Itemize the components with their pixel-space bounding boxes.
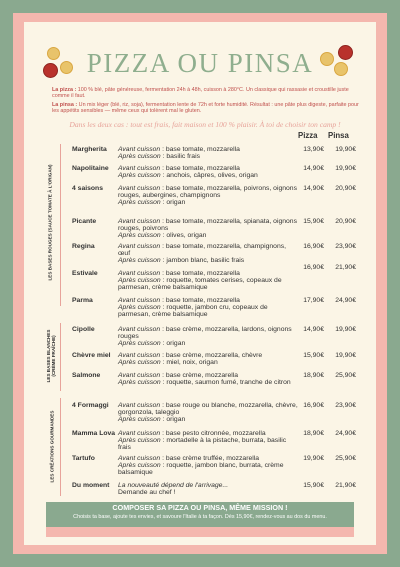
- section-label: LES CRÉATIONS GOURMANDES: [49, 410, 55, 483]
- before-label: Avant cuisson: [118, 455, 161, 462]
- price-pizza: 18,90€: [303, 372, 324, 379]
- intro-pizza-label: La pizza :: [52, 87, 77, 93]
- menu-item-before: [118, 185, 298, 199]
- menu-item-before: [118, 402, 298, 416]
- intro-pinsa-label: La pinsa :: [52, 102, 78, 108]
- before-text: : base tomate, mozzarella, poivrons, oignons rouges, aubergines, champignons: [118, 185, 297, 199]
- after-text: : roquette, jambon cru, copeaux de parmesan, crème balsamique: [118, 304, 268, 318]
- after-label: Après cuisson: [118, 340, 161, 347]
- menu-item-name: Chèvre miel: [72, 352, 111, 359]
- intro-pinsa: [52, 102, 362, 115]
- menu-item-name: Du moment: [72, 482, 110, 489]
- price-pinsa: 19,90€: [335, 326, 356, 333]
- menu-item-description: [118, 402, 298, 423]
- menu-item-description: [118, 165, 298, 179]
- before-label: Avant cuisson: [118, 430, 161, 437]
- after-label: Après cuisson: [118, 153, 161, 160]
- price-pizza: 16,90€: [303, 243, 324, 250]
- price-pizza: 17,90€: [303, 297, 324, 304]
- menu-item-after: [118, 172, 298, 179]
- before-text: : base tomate, mozzarella: [160, 146, 240, 153]
- after-label: Après cuisson: [118, 199, 161, 206]
- menu-item-description: [118, 430, 298, 451]
- menu-item-description: [118, 455, 298, 476]
- after-label: Après cuisson: [118, 257, 161, 264]
- menu-item-before: [118, 326, 298, 340]
- price-pizza: 15,90€: [303, 218, 324, 225]
- before-text: : base tomate, mozzarella: [160, 297, 240, 304]
- before-label: Avant cuisson: [118, 218, 161, 225]
- section-white-bases: [48, 323, 56, 391]
- menu-item-after: [118, 437, 298, 451]
- after-text: : origan: [160, 340, 186, 347]
- menu-item-description: [118, 218, 298, 239]
- after-label: Après cuisson: [118, 437, 161, 444]
- price-pinsa: 20,90€: [335, 218, 356, 225]
- after-text: : jambon blanc, basilic frais: [160, 257, 245, 264]
- price-pizza: 16,90€: [303, 264, 324, 271]
- after-text: : mortadelle à la pistache, burrata, basilic frais: [118, 437, 287, 451]
- section-red-bases: [48, 144, 56, 306]
- price-pizza: 13,90€: [303, 146, 324, 153]
- before-text: : base crème truffée, mozzarella: [160, 455, 260, 462]
- before-label: Avant cuisson: [118, 372, 161, 379]
- price-pinsa: 20,90€: [335, 185, 356, 192]
- menu-item-after: [118, 153, 298, 160]
- before-text: : base pesto citronnée, mozzarella: [160, 430, 266, 437]
- price-pizza: 15,90€: [303, 352, 324, 359]
- menu-item-description: [118, 352, 298, 366]
- menu-item-after: [118, 304, 298, 318]
- before-label: Avant cuisson: [118, 243, 161, 250]
- before-label: Avant cuisson: [118, 165, 161, 172]
- menu-item-after: [118, 359, 298, 366]
- menu-item-after: [118, 257, 298, 264]
- menu-item-before: [118, 455, 298, 462]
- menu-item-before: [118, 372, 298, 379]
- price-pinsa: 24,90€: [335, 430, 356, 437]
- menu-item-after: [118, 379, 298, 386]
- price-pinsa: 25,90€: [335, 372, 356, 379]
- after-label: Après cuisson: [118, 277, 161, 284]
- after-text: : anchois, câpres, olives, origan: [160, 172, 258, 179]
- menu-item-after: [118, 277, 298, 291]
- intro-pizza-text: 100 % blé, pâte généreuse, fermentation 24h à 48h, cuisson à 280°C. Un classique qui rassasie et croustille juste comme il faut.: [52, 87, 349, 100]
- menu-item-description: [118, 185, 298, 206]
- menu-item-before: [118, 218, 298, 232]
- price-pinsa: 23,90€: [335, 243, 356, 250]
- menu-item-name: Tartufo: [72, 455, 95, 462]
- before-text: : base crème, mozzarella, lardons, oignons rouges: [118, 326, 292, 340]
- menu-item-before: [118, 243, 298, 257]
- menu-item-before: [118, 297, 298, 304]
- column-header-pizza: Pizza: [298, 131, 318, 140]
- menu-item-name: Salmone: [72, 372, 101, 379]
- section-divider-line: [60, 323, 61, 391]
- after-text: : origan: [160, 199, 186, 206]
- intro-pinsa-text: Un mix léger (blé, riz, soja), fermentation lente de 72h et forte humidité. Résultat : une pâte plus digeste, parfaite pour les appétits sensibles — même ceux qui tolèrent mal le gluten.: [52, 102, 359, 115]
- menu-item-description: [118, 243, 298, 264]
- price-pizza: 18,90€: [303, 430, 324, 437]
- before-label: Avant cuisson: [118, 352, 161, 359]
- before-label: Avant cuisson: [118, 270, 161, 277]
- column-header-pinsa: Pinsa: [328, 131, 349, 140]
- before-label: Avant cuisson: [118, 297, 161, 304]
- price-pizza: 14,90€: [303, 185, 324, 192]
- menu-item-name: Parma: [72, 297, 93, 304]
- after-text: : olives, origan: [160, 232, 207, 239]
- tagline: Dans les deux cas : tout est frais, fait maison et 100 % plaisir. À toi de choisir ton camp !: [69, 120, 341, 129]
- page-title: PIZZA OU PINSA: [86, 48, 314, 78]
- section-divider-line: [60, 144, 61, 306]
- menu-item-description: [118, 297, 298, 318]
- price-pizza: 14,90€: [303, 326, 324, 333]
- price-pizza: 16,90€: [303, 402, 324, 409]
- menu-item-name: Mamma Lova: [72, 430, 116, 437]
- menu-item-name: Napolitaine: [72, 165, 109, 172]
- after-label: Après cuisson: [118, 172, 161, 179]
- before-text: : base tomate, mozzarella: [160, 270, 240, 277]
- menu-item-name: Margherita: [72, 146, 107, 153]
- before-text: : base crème, mozzarella: [160, 372, 239, 379]
- section-label: LES BASES BLANCHES (CRÈME FRAÎCHE): [46, 329, 56, 383]
- menu-item-after: [118, 416, 298, 423]
- menu-item-before: [118, 352, 298, 359]
- menu-item-name: Picante: [72, 218, 97, 225]
- before-label: La nouveauté dépend de l'arrivage...: [118, 482, 229, 489]
- footer-title: COMPOSER SA PIZZA OU PINSA, MÊME MISSION !: [112, 503, 288, 512]
- price-pizza: 15,90€: [303, 482, 324, 489]
- menu-item-before: [118, 146, 298, 153]
- price-pinsa: 19,90€: [335, 352, 356, 359]
- menu-item-after: [118, 199, 298, 206]
- after-text: : roquette, jambon blanc, burrata, crème balsamique: [118, 462, 284, 476]
- menu-item-after: [118, 462, 298, 476]
- section-creations: [48, 398, 56, 496]
- menu-item-after: [118, 489, 298, 496]
- before-text: : base rouge ou blanche, mozzarella, chèvre, gorgonzola, taleggio: [118, 402, 298, 416]
- price-pinsa: 19,90€: [335, 165, 356, 172]
- price-pinsa: 21,90€: [335, 482, 356, 489]
- price-pizza: 14,90€: [303, 165, 324, 172]
- footer-bottom-bar: [46, 527, 354, 537]
- after-label: Après cuisson: [118, 232, 161, 239]
- footer-banner: [46, 502, 354, 527]
- menu-item-after: [118, 340, 298, 347]
- menu-item-before: [118, 270, 298, 277]
- menu-item-description: [118, 146, 298, 160]
- menu-item-description: [118, 482, 298, 496]
- menu-item-before: [118, 165, 298, 172]
- after-text: Demande au chef !: [118, 489, 176, 496]
- before-text: : base tomate, mozzarella: [160, 165, 240, 172]
- before-label: Avant cuisson: [118, 326, 161, 333]
- intro-pizza: [52, 87, 362, 100]
- section-divider-line: [60, 398, 61, 496]
- price-pinsa: 21,90€: [335, 264, 356, 271]
- before-text: : base tomate, mozzarella, champignons, œuf: [118, 243, 287, 257]
- menu-item-before: [118, 482, 298, 489]
- before-label: Avant cuisson: [118, 146, 161, 153]
- price-pinsa: 23,90€: [335, 402, 356, 409]
- after-label: Après cuisson: [118, 359, 161, 366]
- before-text: : base tomate, mozzarella, spianata, oignons rouges, poivrons: [118, 218, 297, 232]
- menu-item-name: Cipolle: [72, 326, 95, 333]
- after-label: Après cuisson: [118, 462, 161, 469]
- after-text: : miel, noix, origan: [160, 359, 218, 366]
- menu-item-description: [118, 270, 298, 291]
- menu-item-name: Regina: [72, 243, 95, 250]
- menu-item-name: 4 Formaggi: [72, 402, 109, 409]
- footer-text: Choisis ta base, ajoute tes envies, et savoure l'Italie à ta façon. Dès 15,90€, rendez-vous au dos du menu.: [73, 514, 327, 520]
- menu-item-before: [118, 430, 298, 437]
- menu-item-description: [118, 372, 298, 386]
- menu-item-description: [118, 326, 298, 347]
- before-text: : base crème, mozzarella, chèvre: [160, 352, 263, 359]
- after-label: Après cuisson: [118, 379, 161, 386]
- before-label: Avant cuisson: [118, 402, 161, 409]
- menu-item-after: [118, 232, 298, 239]
- price-pinsa: 25,90€: [335, 455, 356, 462]
- price-pinsa: 24,90€: [335, 297, 356, 304]
- price-pinsa: 19,90€: [335, 146, 356, 153]
- menu-item-name: Estivale: [72, 270, 98, 277]
- after-text: : roquette, tomates cerises, copeaux de parmesan, crème balsamique: [118, 277, 282, 291]
- after-text: : roquette, saumon fumé, tranche de citron: [160, 379, 291, 386]
- after-text: : origan: [160, 416, 186, 423]
- menu-item-name: 4 saisons: [72, 185, 103, 192]
- section-label: LES BASES ROUGES (SAUCE TOMATE À L'ORIGAN): [47, 164, 53, 281]
- after-text: : basilic frais: [160, 153, 200, 160]
- after-label: Après cuisson: [118, 304, 161, 311]
- price-pizza: 19,90€: [303, 455, 324, 462]
- after-label: Après cuisson: [118, 416, 161, 423]
- before-label: Avant cuisson: [118, 185, 161, 192]
